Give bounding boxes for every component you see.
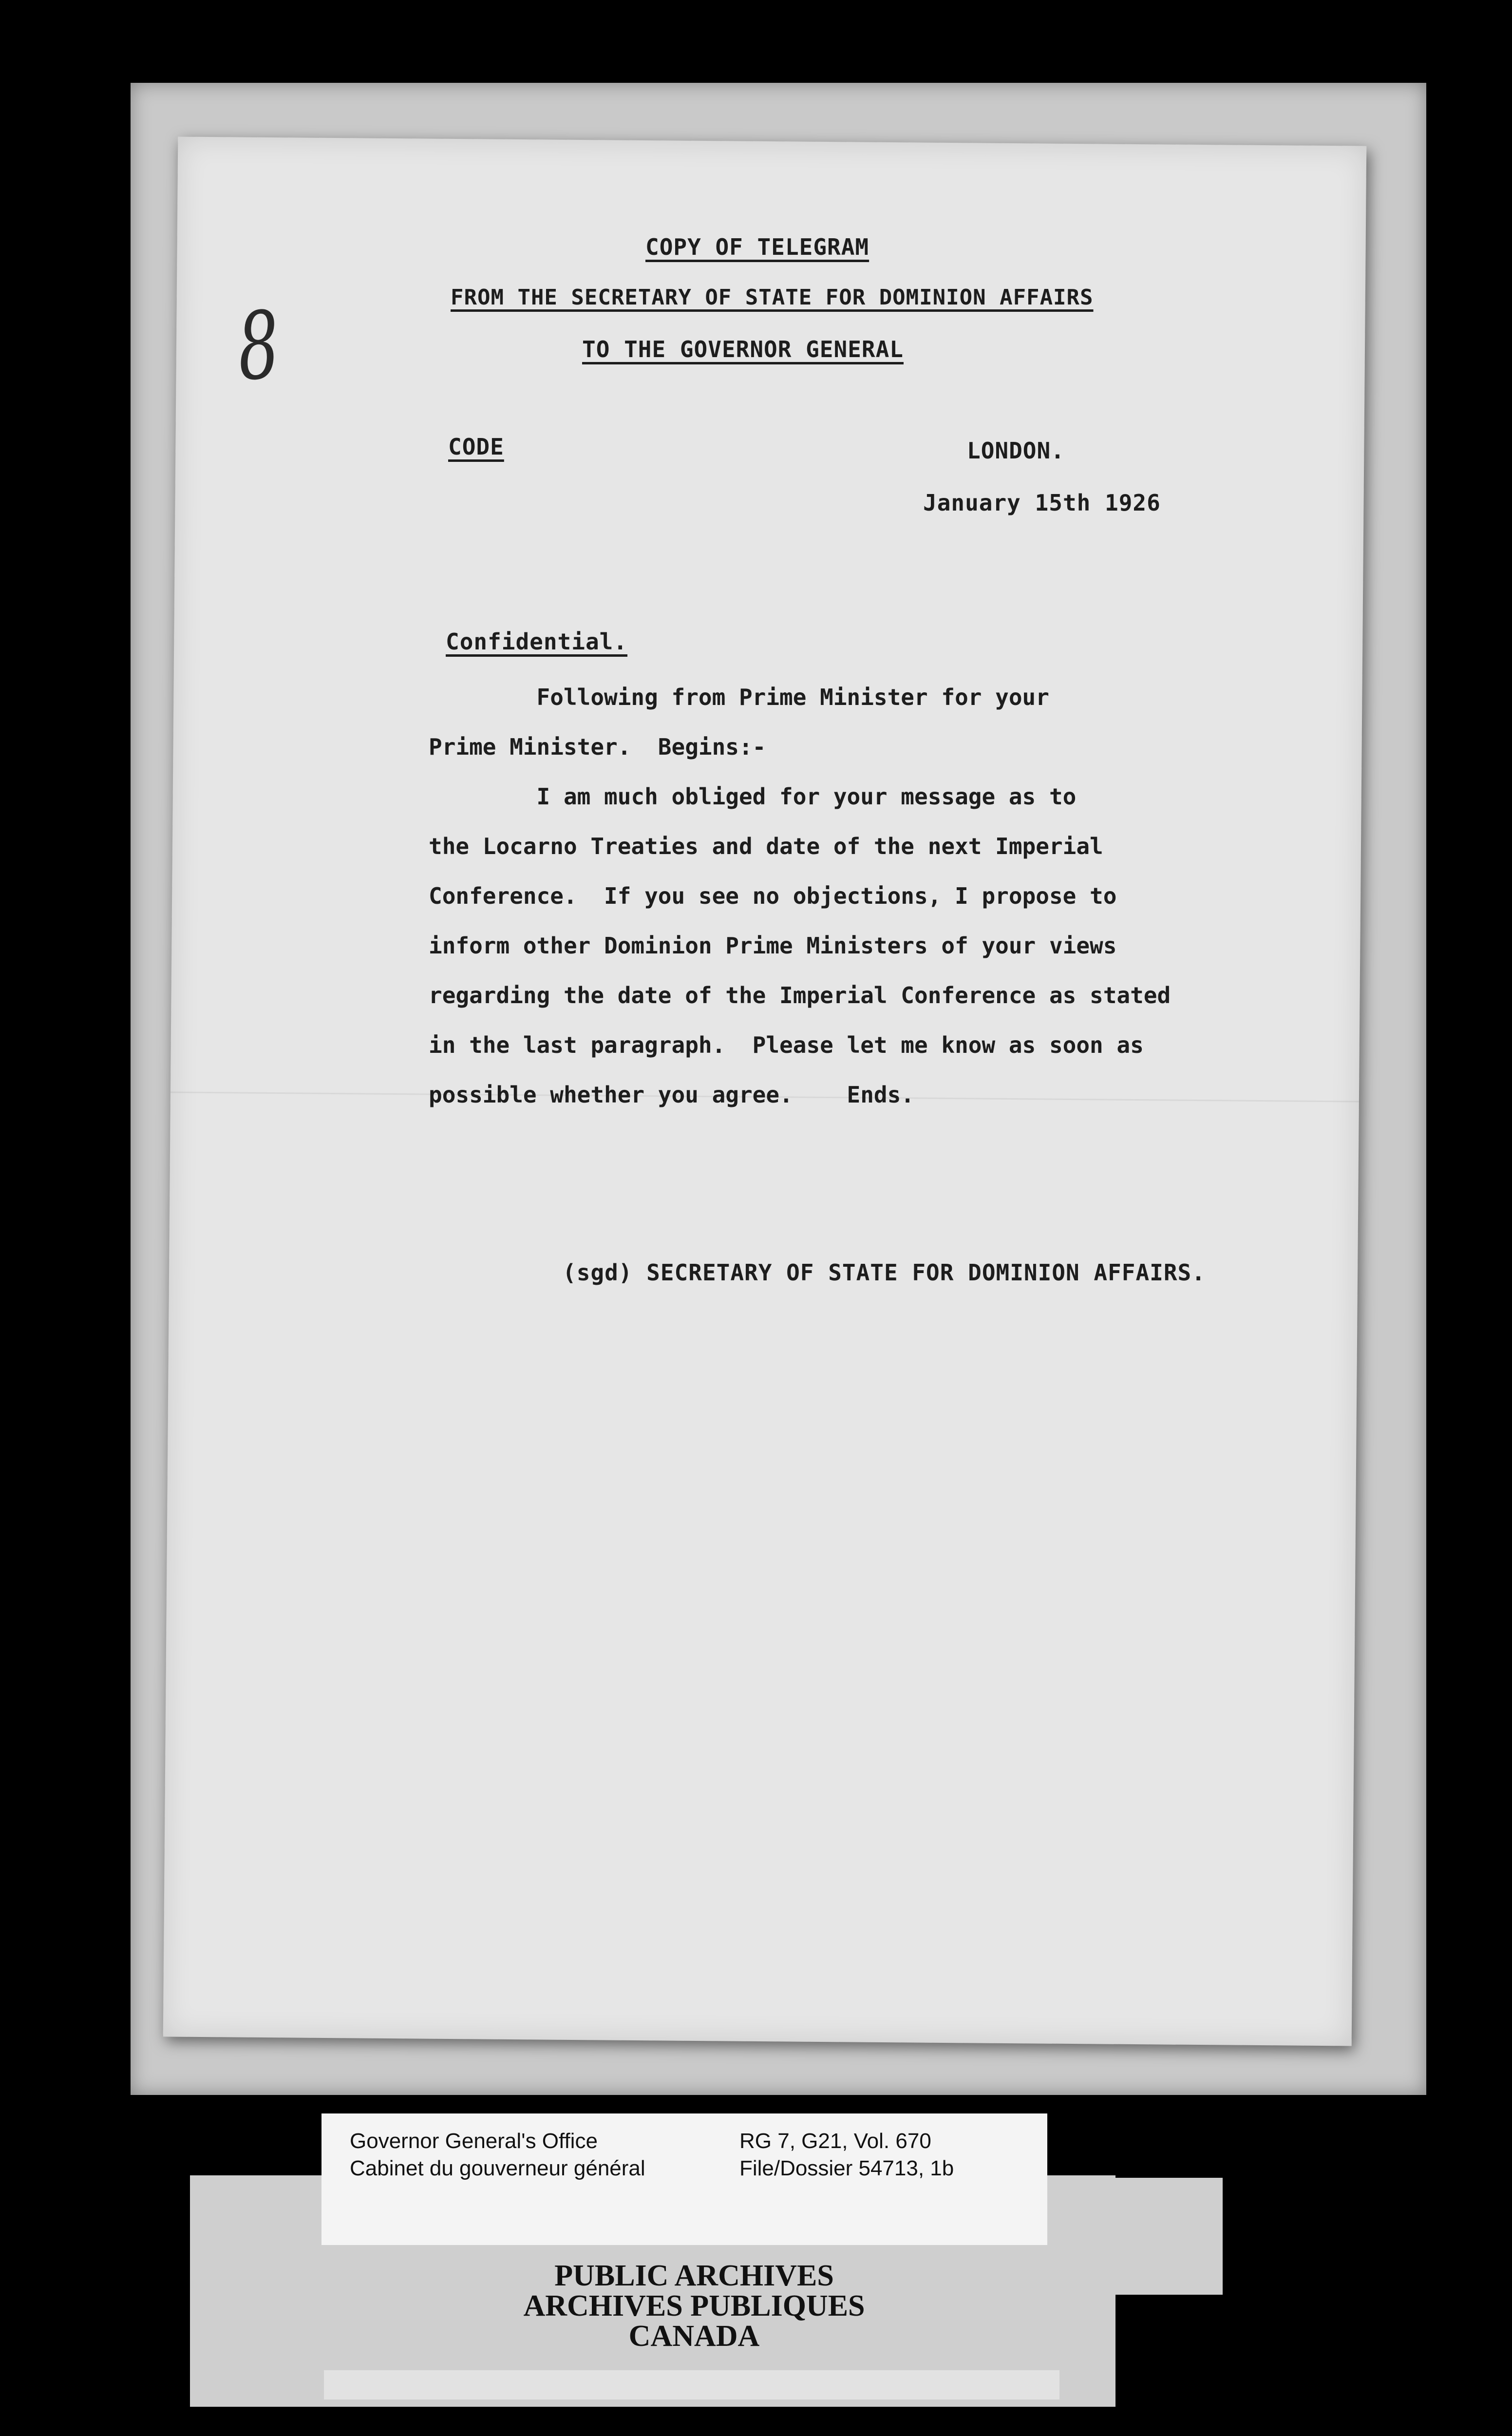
heading-from: FROM THE SECRETARY OF STATE FOR DOMINION AFFAIRS <box>451 285 1094 310</box>
file-dossier: File/Dossier 54713, 1b <box>739 2156 954 2180</box>
public-archives-stamp <box>438 2261 950 2351</box>
code-label: CODE <box>448 434 504 460</box>
body-line: Conference. If you see no objections, I propose to <box>429 883 1117 909</box>
place: LONDON. <box>967 438 1065 464</box>
telegram-body <box>429 672 1171 1120</box>
office-fr: Cabinet du gouverneur général <box>350 2156 645 2180</box>
archive-label <box>321 2113 1047 2245</box>
stamp-line-1: PUBLIC ARCHIVES <box>554 2259 834 2292</box>
body-line: in the last paragraph. Please let me know as soon as <box>429 1032 1144 1058</box>
classification: Confidential. <box>446 628 628 655</box>
body-line: I am much obliged for your message as to <box>429 783 1077 810</box>
body-line: regarding the date of the Imperial Conference as stated <box>429 982 1171 1009</box>
body-line: Following from Prime Minister for your <box>429 684 1049 710</box>
reference: RG 7, G21, Vol. 670 <box>739 2129 931 2153</box>
stamp-line-3: CANADA <box>628 2320 760 2353</box>
heading-to: TO THE GOVERNOR GENERAL <box>582 336 904 362</box>
archive-strip <box>324 2370 1059 2399</box>
body-line: inform other Dominion Prime Ministers of your views <box>429 933 1117 959</box>
date: January 15th 1926 <box>923 490 1161 516</box>
office-en: Governor General's Office <box>350 2129 598 2153</box>
heading-copy-of-telegram: COPY OF TELEGRAM <box>645 234 869 260</box>
archive-mount-tab <box>1062 2178 1223 2295</box>
body-line: Prime Minister. Begins:- <box>429 734 766 760</box>
body-line: possible whether you agree. Ends. <box>429 1082 914 1108</box>
signature: (sgd) SECRETARY OF STATE FOR DOMINION AFFAIRS. <box>563 1259 1206 1286</box>
margin-number: 8 <box>234 291 283 401</box>
stamp-line-2: ARCHIVES PUBLIQUES <box>523 2289 865 2322</box>
body-line: the Locarno Treaties and date of the next Imperial <box>429 833 1103 859</box>
